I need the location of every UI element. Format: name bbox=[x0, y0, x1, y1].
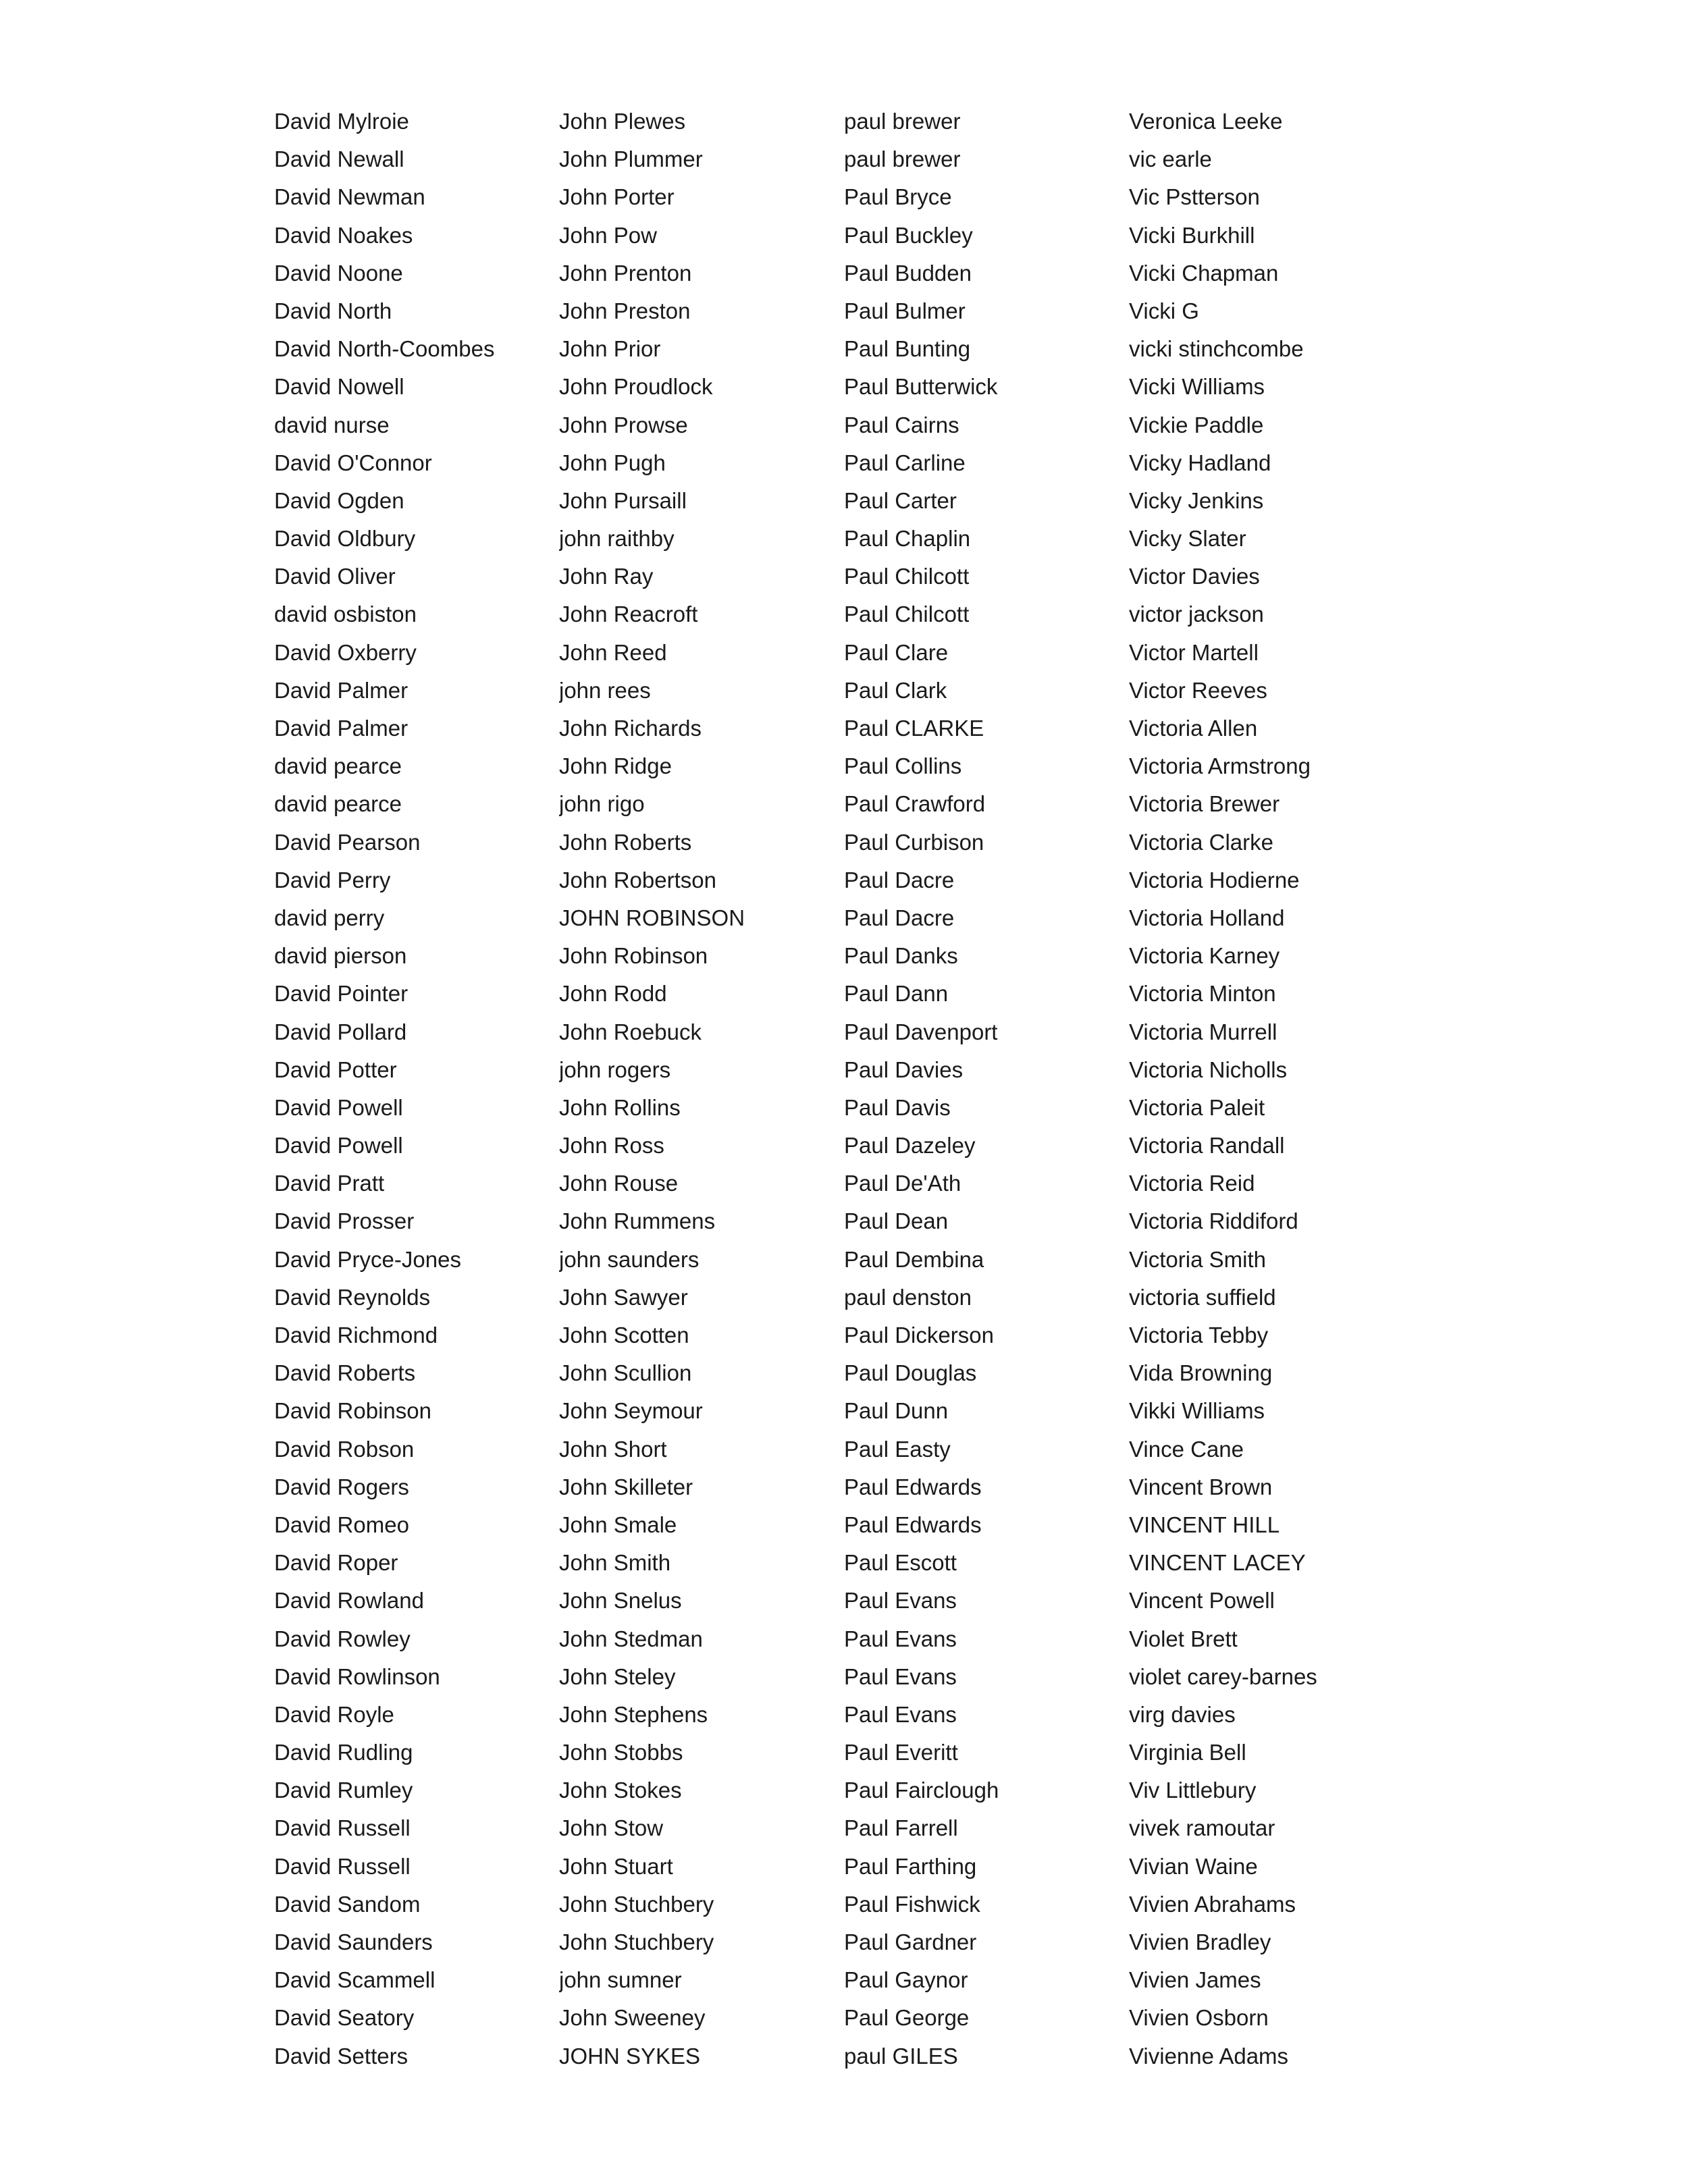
name-entry: Victoria Hodierne bbox=[1129, 867, 1300, 893]
name-entry: John Stokes bbox=[559, 1778, 682, 1803]
name-entry: John Scotten bbox=[559, 1323, 689, 1348]
name-entry: David North-Coombes bbox=[274, 336, 495, 362]
name-entry: Paul Chilcott bbox=[844, 564, 970, 589]
name-entry: John Ray bbox=[559, 564, 654, 589]
name-entry: Vicky Slater bbox=[1129, 526, 1246, 552]
name-entry: John Robinson bbox=[559, 943, 708, 969]
name-entry: paul brewer bbox=[844, 147, 961, 172]
name-entry: John Short bbox=[559, 1436, 667, 1462]
name-entry: David Potter bbox=[274, 1057, 397, 1082]
name-entry: john raithby bbox=[559, 526, 675, 552]
name-entry: Paul Fishwick bbox=[844, 1891, 980, 1917]
name-entry: Vicki G bbox=[1129, 298, 1199, 323]
name-entry: David Pollard bbox=[274, 1019, 407, 1044]
name-entry: Paul Bryce bbox=[844, 184, 952, 210]
name-entry: Paul Butterwick bbox=[844, 374, 998, 400]
name-entry: Vikki Williams bbox=[1129, 1398, 1265, 1424]
name-entry: Vicky Hadland bbox=[1129, 450, 1271, 475]
name-entry: VINCENT HILL bbox=[1129, 1512, 1280, 1537]
name-entry: David Rogers bbox=[274, 1474, 409, 1499]
name-entry: Victoria Allen bbox=[1129, 716, 1258, 741]
name-entry: John Rouse bbox=[559, 1171, 679, 1196]
name-entry: david pearce bbox=[274, 791, 402, 817]
name-entry: David Nowell bbox=[274, 374, 404, 400]
name-entry: David Pointer bbox=[274, 981, 408, 1007]
name-entry: Veronica Leeke bbox=[1129, 109, 1283, 134]
name-entry: Vivien Osborn bbox=[1129, 2005, 1269, 2031]
name-entry: Paul Evans bbox=[844, 1588, 957, 1614]
name-entry: Paul Davies bbox=[844, 1057, 964, 1082]
name-entry: John Ross bbox=[559, 1133, 664, 1158]
name-entry: victoria suffield bbox=[1129, 1284, 1276, 1310]
name-entry: John Reed bbox=[559, 639, 667, 665]
name-entry: paul GILES bbox=[844, 2043, 958, 2069]
name-entry: david pearce bbox=[274, 753, 402, 779]
name-entry: david perry bbox=[274, 905, 385, 930]
name-entry: Paul Davenport bbox=[844, 1019, 998, 1044]
name-entry: John Smale bbox=[559, 1512, 677, 1537]
name-entry: Victoria Armstrong bbox=[1129, 753, 1311, 779]
name-entry: john rigo bbox=[559, 791, 645, 817]
name-entry: John Prowse bbox=[559, 412, 688, 437]
name-entry: David Rudling bbox=[274, 1740, 413, 1765]
name-entry: John Stuchbery bbox=[559, 1929, 714, 1954]
name-entry: John Richards bbox=[559, 716, 702, 741]
name-entry: john rogers bbox=[559, 1057, 671, 1082]
name-entry: David Pryce-Jones bbox=[274, 1246, 461, 1272]
name-entry: Vincent Powell bbox=[1129, 1588, 1275, 1614]
name-entry: John Roebuck bbox=[559, 1019, 702, 1044]
name-entry: John Rummens bbox=[559, 1208, 716, 1234]
name-entry: David Roper bbox=[274, 1550, 398, 1576]
name-entry: John Plewes bbox=[559, 109, 686, 134]
name-entry: virg davies bbox=[1129, 1701, 1236, 1727]
name-entry: John Pugh bbox=[559, 450, 666, 475]
name-entry: david pierson bbox=[274, 943, 407, 969]
name-entry: John Steley bbox=[559, 1663, 676, 1689]
name-entry: John Proudlock bbox=[559, 374, 713, 400]
name-entry: John Smith bbox=[559, 1550, 671, 1576]
name-entry: Virginia Bell bbox=[1129, 1740, 1246, 1765]
name-entry: David Rowlinson bbox=[274, 1663, 440, 1689]
name-entry: David Noakes bbox=[274, 222, 413, 248]
name-entry: Paul George bbox=[844, 2005, 970, 2031]
name-entry: David Newall bbox=[274, 147, 404, 172]
name-entry: Vivien Bradley bbox=[1129, 1929, 1271, 1954]
name-entry: David Rumley bbox=[274, 1778, 413, 1803]
name-entry: Victoria Riddiford bbox=[1129, 1208, 1298, 1234]
name-entry: John Stobbs bbox=[559, 1740, 683, 1765]
name-entry: Paul Dann bbox=[844, 981, 949, 1007]
name-column-2 bbox=[559, 103, 843, 2075]
name-entry: Paul Douglas bbox=[844, 1360, 977, 1386]
name-entry: David Robinson bbox=[274, 1398, 431, 1424]
name-entry: David Setters bbox=[274, 2043, 408, 2069]
name-entry: Paul Dunn bbox=[844, 1398, 949, 1424]
name-entry: David O'Connor bbox=[274, 450, 432, 475]
name-entry: Paul Farrell bbox=[844, 1815, 958, 1841]
name-entry: David Newman bbox=[274, 184, 425, 210]
name-entry: David Palmer bbox=[274, 716, 408, 741]
name-entry: Vida Browning bbox=[1129, 1360, 1273, 1386]
name-entry: David Royle bbox=[274, 1701, 394, 1727]
name-entry: Paul Crawford bbox=[844, 791, 986, 817]
name-entry: john sumner bbox=[559, 1967, 682, 1993]
name-entry: Paul Edwards bbox=[844, 1512, 982, 1537]
name-entry: Paul Dean bbox=[844, 1208, 949, 1234]
name-entry: David Ogden bbox=[274, 487, 404, 513]
name-entry: David Perry bbox=[274, 867, 391, 893]
name-entry: Paul Escott bbox=[844, 1550, 957, 1576]
name-entry: David Russell bbox=[274, 1853, 411, 1879]
name-entry: John Sweeney bbox=[559, 2005, 706, 2031]
name-entry: Vincent Brown bbox=[1129, 1474, 1273, 1499]
name-entry: David Richmond bbox=[274, 1323, 438, 1348]
name-entry: Victor Davies bbox=[1129, 564, 1260, 589]
name-entry: violet carey-barnes bbox=[1129, 1663, 1317, 1689]
name-entry: Victoria Karney bbox=[1129, 943, 1280, 969]
name-entry: Paul Dacre bbox=[844, 867, 955, 893]
name-entry: david osbiston bbox=[274, 602, 417, 627]
name-entry: vicki stinchcombe bbox=[1129, 336, 1304, 362]
name-entry: Paul Clare bbox=[844, 639, 949, 665]
name-entry: vic earle bbox=[1129, 147, 1212, 172]
name-entry: Paul Carter bbox=[844, 487, 957, 513]
name-entry: Victoria Tebby bbox=[1129, 1323, 1269, 1348]
name-entry: Paul Curbison bbox=[844, 829, 984, 855]
name-entry: John Stow bbox=[559, 1815, 664, 1841]
name-entry: Paul Easty bbox=[844, 1436, 951, 1462]
name-entry: John Snelus bbox=[559, 1588, 682, 1614]
name-entry: David Pearson bbox=[274, 829, 421, 855]
name-entry: Victor Martell bbox=[1129, 639, 1259, 665]
name-entry: John Rodd bbox=[559, 981, 667, 1007]
name-entry: John Stuart bbox=[559, 1853, 673, 1879]
name-entry: Paul Buckley bbox=[844, 222, 973, 248]
name-entry: Vivian Waine bbox=[1129, 1853, 1258, 1879]
name-entry: David Robson bbox=[274, 1436, 415, 1462]
name-entry: John Stephens bbox=[559, 1701, 708, 1727]
name-entry: Paul Clark bbox=[844, 677, 947, 703]
name-entry: John Prenton bbox=[559, 260, 692, 286]
name-entry: David Saunders bbox=[274, 1929, 433, 1954]
name-entry: paul brewer bbox=[844, 109, 961, 134]
name-entry: John Stuchbery bbox=[559, 1891, 714, 1917]
name-entry: David Scammell bbox=[274, 1967, 436, 1993]
name-entry: victor jackson bbox=[1129, 602, 1264, 627]
name-entry: John Stedman bbox=[559, 1626, 703, 1651]
name-entry: Paul Fairclough bbox=[844, 1778, 999, 1803]
name-entry: Paul Everitt bbox=[844, 1740, 958, 1765]
name-entry: David Sandom bbox=[274, 1891, 421, 1917]
name-entry: Vicki Chapman bbox=[1129, 260, 1279, 286]
name-entry: Paul Bulmer bbox=[844, 298, 966, 323]
name-entry: Victor Reeves bbox=[1129, 677, 1267, 703]
name-entry: John Reacroft bbox=[559, 602, 698, 627]
name-entry: David Romeo bbox=[274, 1512, 409, 1537]
name-entry: Paul Collins bbox=[844, 753, 962, 779]
name-entry: Paul Dacre bbox=[844, 905, 955, 930]
name-entry: David Pratt bbox=[274, 1171, 385, 1196]
name-entry: Paul Danks bbox=[844, 943, 958, 969]
name-entry: Paul Chilcott bbox=[844, 602, 970, 627]
name-entry: Paul Budden bbox=[844, 260, 972, 286]
name-entry: Victoria Brewer bbox=[1129, 791, 1280, 817]
name-entry: Victoria Minton bbox=[1129, 981, 1276, 1007]
name-entry: JOHN ROBINSON bbox=[559, 905, 745, 930]
name-entry: David Reynolds bbox=[274, 1284, 431, 1310]
name-entry: Paul Gardner bbox=[844, 1929, 977, 1954]
name-entry: Vicky Jenkins bbox=[1129, 487, 1264, 513]
name-entry: David North bbox=[274, 298, 392, 323]
name-entry: Paul Edwards bbox=[844, 1474, 982, 1499]
name-entry: Victoria Murrell bbox=[1129, 1019, 1277, 1044]
name-entry: Paul De'Ath bbox=[844, 1171, 961, 1196]
name-entry: David Powell bbox=[274, 1094, 403, 1120]
name-entry: David Prosser bbox=[274, 1208, 415, 1234]
name-entry: Vic Pstterson bbox=[1129, 184, 1260, 210]
name-entry: vivek ramoutar bbox=[1129, 1815, 1275, 1841]
name-entry: Paul Evans bbox=[844, 1701, 957, 1727]
name-entry: David Rowland bbox=[274, 1588, 424, 1614]
name-entry: John Sawyer bbox=[559, 1284, 688, 1310]
name-entry: Violet Brett bbox=[1129, 1626, 1238, 1651]
name-entry: Vivien Abrahams bbox=[1129, 1891, 1296, 1917]
name-entry: John Ridge bbox=[559, 753, 672, 779]
name-entry: David Mylroie bbox=[274, 109, 409, 134]
name-entry: David Seatory bbox=[274, 2005, 415, 2031]
name-entry: paul denston bbox=[844, 1284, 972, 1310]
name-entry: David Rowley bbox=[274, 1626, 411, 1651]
name-entry: Vicki Williams bbox=[1129, 374, 1265, 400]
name-entry: John Pow bbox=[559, 222, 657, 248]
name-entry: david nurse bbox=[274, 412, 390, 437]
name-entry: John Plummer bbox=[559, 147, 703, 172]
name-entry: David Roberts bbox=[274, 1360, 416, 1386]
name-entry: Vince Cane bbox=[1129, 1436, 1244, 1462]
name-entry: John Preston bbox=[559, 298, 691, 323]
name-entry: Victoria Nicholls bbox=[1129, 1057, 1288, 1082]
name-entry: Paul Chaplin bbox=[844, 526, 971, 552]
name-entry: Vivienne Adams bbox=[1129, 2043, 1289, 2069]
name-entry: Vickie Paddle bbox=[1129, 412, 1264, 437]
name-entry: Paul CLARKE bbox=[844, 716, 984, 741]
name-entry: Victoria Randall bbox=[1129, 1133, 1285, 1158]
name-entry: John Seymour bbox=[559, 1398, 703, 1424]
name-entry: Victoria Holland bbox=[1129, 905, 1285, 930]
name-entry: Paul Evans bbox=[844, 1626, 957, 1651]
name-entry: Vicki Burkhill bbox=[1129, 222, 1255, 248]
name-entry: John Roberts bbox=[559, 829, 692, 855]
name-entry: Victoria Paleit bbox=[1129, 1094, 1265, 1120]
name-entry: Paul Gaynor bbox=[844, 1967, 968, 1993]
name-entry: Paul Bunting bbox=[844, 336, 971, 362]
name-entry: John Pursaill bbox=[559, 487, 687, 513]
name-entry: Viv Littlebury bbox=[1129, 1778, 1257, 1803]
name-entry: Paul Dazeley bbox=[844, 1133, 976, 1158]
name-entry: John Scullion bbox=[559, 1360, 692, 1386]
name-entry: David Powell bbox=[274, 1133, 403, 1158]
name-entry: john rees bbox=[559, 677, 651, 703]
name-entry: John Porter bbox=[559, 184, 675, 210]
name-column-4 bbox=[1129, 103, 1413, 2075]
name-entry: David Russell bbox=[274, 1815, 411, 1841]
name-entry: Paul Dembina bbox=[844, 1246, 984, 1272]
name-entry: Paul Dickerson bbox=[844, 1323, 994, 1348]
name-entry: Paul Davis bbox=[844, 1094, 951, 1120]
name-entry: Paul Carline bbox=[844, 450, 966, 475]
name-entry: David Palmer bbox=[274, 677, 408, 703]
name-entry: john saunders bbox=[559, 1246, 700, 1272]
name-entry: John Skilleter bbox=[559, 1474, 693, 1499]
name-entry: John Rollins bbox=[559, 1094, 681, 1120]
name-entry: John Prior bbox=[559, 336, 661, 362]
name-entry: Victoria Smith bbox=[1129, 1246, 1266, 1272]
name-entry: VINCENT LACEY bbox=[1129, 1550, 1306, 1576]
name-entry: Paul Evans bbox=[844, 1663, 957, 1689]
name-entry: Vivien James bbox=[1129, 1967, 1261, 1993]
name-entry: David Oxberry bbox=[274, 639, 417, 665]
name-column-3 bbox=[844, 103, 1128, 2075]
name-entry: David Oliver bbox=[274, 564, 396, 589]
name-entry: Paul Cairns bbox=[844, 412, 959, 437]
name-entry: Victoria Reid bbox=[1129, 1171, 1255, 1196]
name-entry: Paul Farthing bbox=[844, 1853, 977, 1879]
name-entry: JOHN SYKES bbox=[559, 2043, 701, 2069]
name-entry: David Noone bbox=[274, 260, 403, 286]
name-column-1 bbox=[274, 103, 558, 2075]
name-entry: John Robertson bbox=[559, 867, 716, 893]
name-entry: Victoria Clarke bbox=[1129, 829, 1273, 855]
name-entry: David Oldbury bbox=[274, 526, 416, 552]
